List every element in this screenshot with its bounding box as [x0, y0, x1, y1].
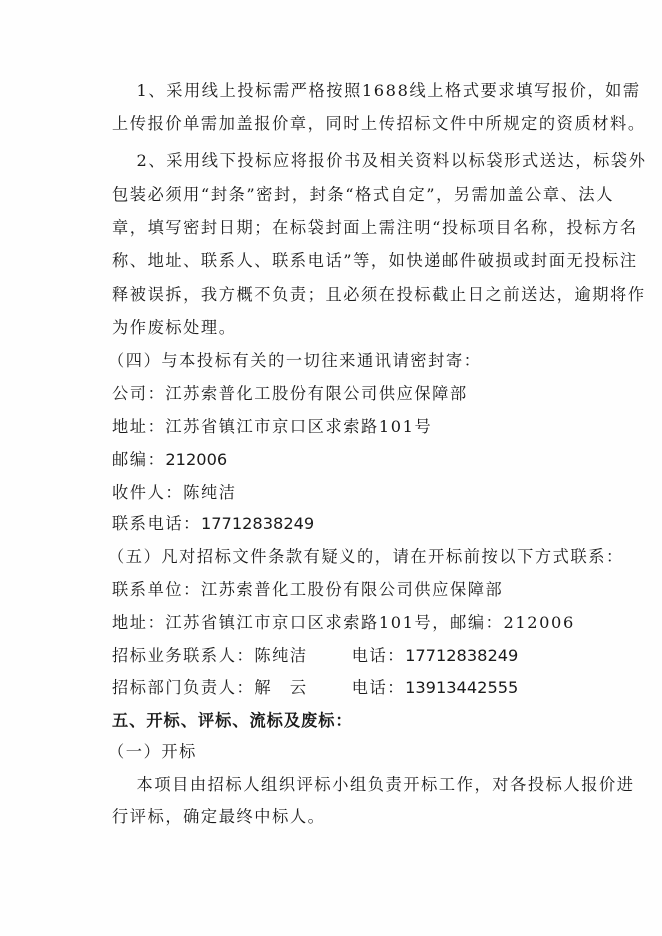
section-5-contact-2 — [112, 677, 580, 699]
phone-value: 17712838249 — [200, 514, 315, 533]
section-4-postcode — [112, 449, 580, 471]
section-4-company — [112, 383, 580, 405]
paragraph-2-line-6: 为作废标处理。 — [112, 318, 237, 337]
contact-2-phone-label: 电话： — [351, 678, 406, 697]
address-label: 地址： — [112, 417, 166, 436]
company-value: 江苏索普化工股份有限公司供应保障部 — [165, 384, 468, 403]
section-4-heading: （四）与本投标有关的一切往来通讯请密封寄： — [108, 351, 482, 370]
section-4-phone — [112, 513, 580, 535]
paragraph-1-line-1: 1、采用线上投标需严格按照1688线上格式要求填写报价，如需 — [112, 81, 641, 100]
address-label: 地址： — [112, 613, 166, 632]
contact-2-phone: 13913442555 — [405, 678, 519, 697]
recipient-value: 陈纯洁 — [183, 483, 237, 502]
section-5-heading: （五）凡对招标文件条款有疑义的，请在开标前按以下方式联系： — [108, 547, 624, 566]
unit-value: 江苏索普化工股份有限公司供应保障部 — [200, 580, 504, 599]
chapter-5-body-line-2: 行评标，确定最终中标人。 — [112, 807, 326, 826]
contact-1-label: 招标业务联系人： — [112, 646, 255, 665]
paragraph-2-line-3: 章，填写密封日期；在标袋封面上需注明“投标项目名称，投标方名 — [112, 218, 638, 237]
contact-1-phone-label: 电话： — [351, 646, 406, 665]
chapter-5-heading: 五、开标、评标、流标及废标： — [112, 711, 353, 730]
recipient-label: 收件人： — [112, 483, 184, 502]
unit-label: 联系单位： — [112, 580, 201, 599]
section-5-contact-1 — [112, 645, 580, 667]
paragraph-1-line-2: 上传报价单需加盖报价章，同时上传招标文件中所规定的资质材料。 — [112, 114, 646, 133]
phone-label: 联系电话： — [112, 514, 201, 533]
paragraph-2-line-5: 释被误拆，我方概不负责；且必须在投标截止日之前送达，逾期将作 — [112, 285, 646, 304]
company-label: 公司： — [112, 384, 166, 403]
contact-2-label: 招标部门负责人： — [112, 678, 255, 697]
chapter-5-subheading-opening: （一）开标 — [108, 742, 197, 761]
paragraph-2-line-2: 包装必须用“封条”密封，封条“格式自定”，另需加盖公章、法人 — [112, 185, 614, 204]
postcode-value: 212006 — [165, 450, 228, 469]
section-5-address — [112, 612, 580, 634]
contact-1-phone: 17712838249 — [405, 646, 519, 665]
address-value: 江苏省镇江市京口区求索路101号 — [165, 417, 433, 436]
section-4-address — [112, 416, 580, 438]
section-4-recipient — [112, 482, 580, 504]
section-5-unit — [112, 579, 580, 601]
paragraph-2-line-1: 2、采用线下投标应将报价书及相关资料以标袋形式送达，标袋外 — [112, 151, 647, 170]
chapter-5-body-line-1: 本项目由招标人组织评标小组负责开标工作，对各投标人报价进 — [112, 775, 635, 794]
contact-2-name: 解 云 — [254, 678, 308, 697]
address-value: 江苏省镇江市京口区求索路101号，邮编：212006 — [165, 613, 575, 632]
postcode-label: 邮编： — [112, 450, 166, 469]
paragraph-2-line-4: 称、地址、联系人、联系电话”等，如快递邮件破损或封面无投标注 — [112, 251, 638, 270]
contact-1-name: 陈纯洁 — [254, 646, 308, 665]
